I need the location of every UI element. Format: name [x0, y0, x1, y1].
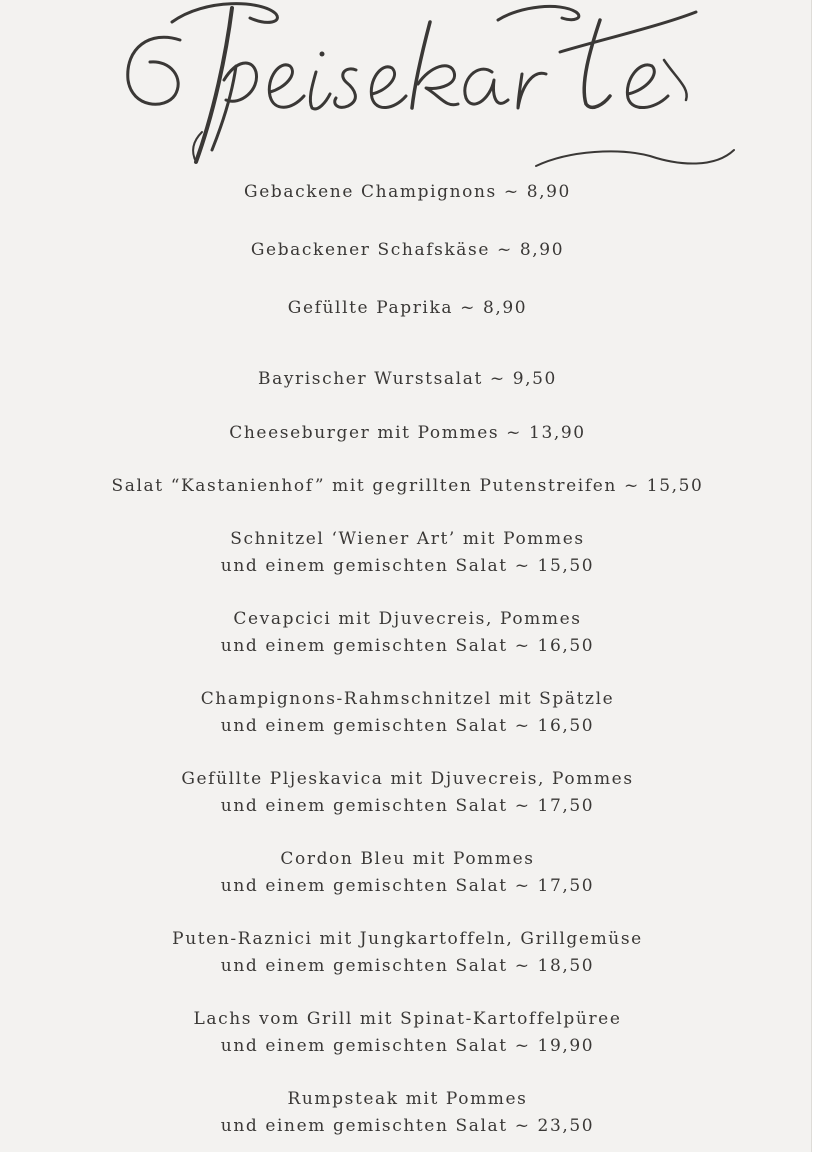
- menu-title: [0, 0, 815, 175]
- menu-item-line2: und einem gemischten Salat ~ 17,50: [220, 876, 595, 896]
- menu-item: [0, 1006, 815, 1060]
- menu-item: [0, 526, 815, 580]
- menu-item: [0, 366, 815, 393]
- menu-item-line1: Gebackener Schafskäse ~ 8,90: [250, 240, 565, 260]
- menu-item: [0, 1086, 815, 1140]
- menu-item-line1: Cheeseburger mit Pommes ~ 13,90: [229, 423, 586, 443]
- menu-item-line2: und einem gemischten Salat ~ 18,50: [220, 956, 595, 976]
- menu-item-line1: Puten-Raznici mit Jungkartoffeln, Grillgemüse: [172, 929, 643, 949]
- menu-item-line2: und einem gemischten Salat ~ 16,50: [220, 716, 595, 736]
- menu-item-line1: Schnitzel ‘Wiener Art’ mit Pommes: [230, 529, 585, 549]
- menu-item: [0, 179, 815, 206]
- menu-item-line1: Bayrischer Wurstsalat ~ 9,50: [258, 369, 557, 389]
- menu-item-line1: Gefüllte Paprika ~ 8,90: [287, 298, 528, 318]
- script-title-logo: [0, 0, 815, 175]
- menu-item-line2: und einem gemischten Salat ~ 19,90: [220, 1036, 595, 1056]
- menu-item-line1: Champignons-Rahmschnitzel mit Spätzle: [200, 689, 615, 709]
- menu-item: [0, 237, 815, 264]
- menu-item-line2: und einem gemischten Salat ~ 23,50: [220, 1116, 595, 1136]
- menu-item: [0, 606, 815, 660]
- menu-item-line2: und einem gemischten Salat ~ 16,50: [220, 636, 595, 656]
- menu-item-line1: Gefüllte Pljeskavica mit Djuvecreis, Pommes: [181, 769, 634, 789]
- menu-item-line1: Cevapcici mit Djuvecreis, Pommes: [233, 609, 582, 629]
- menu-item: [0, 420, 815, 447]
- menu-item-line2: und einem gemischten Salat ~ 15,50: [220, 556, 595, 576]
- menu-item: [0, 926, 815, 980]
- menu-item-line1: Salat “Kastanienhof” mit gegrillten Putenstreifen ~ 15,50: [111, 476, 704, 496]
- menu-item: [0, 846, 815, 900]
- menu-item-line1: Lachs vom Grill mit Spinat-Kartoffelpüree: [193, 1009, 622, 1029]
- menu-item: [0, 686, 815, 740]
- menu-item-line1: Rumpsteak mit Pommes: [287, 1089, 528, 1109]
- menu-item: [0, 295, 815, 322]
- menu-item: [0, 766, 815, 820]
- menu-item-line1: Cordon Bleu mit Pommes: [280, 849, 535, 869]
- menu-item: [0, 473, 815, 500]
- menu-item-line2: und einem gemischten Salat ~ 17,50: [220, 796, 595, 816]
- menu-item-line1: Gebackene Champignons ~ 8,90: [244, 182, 571, 202]
